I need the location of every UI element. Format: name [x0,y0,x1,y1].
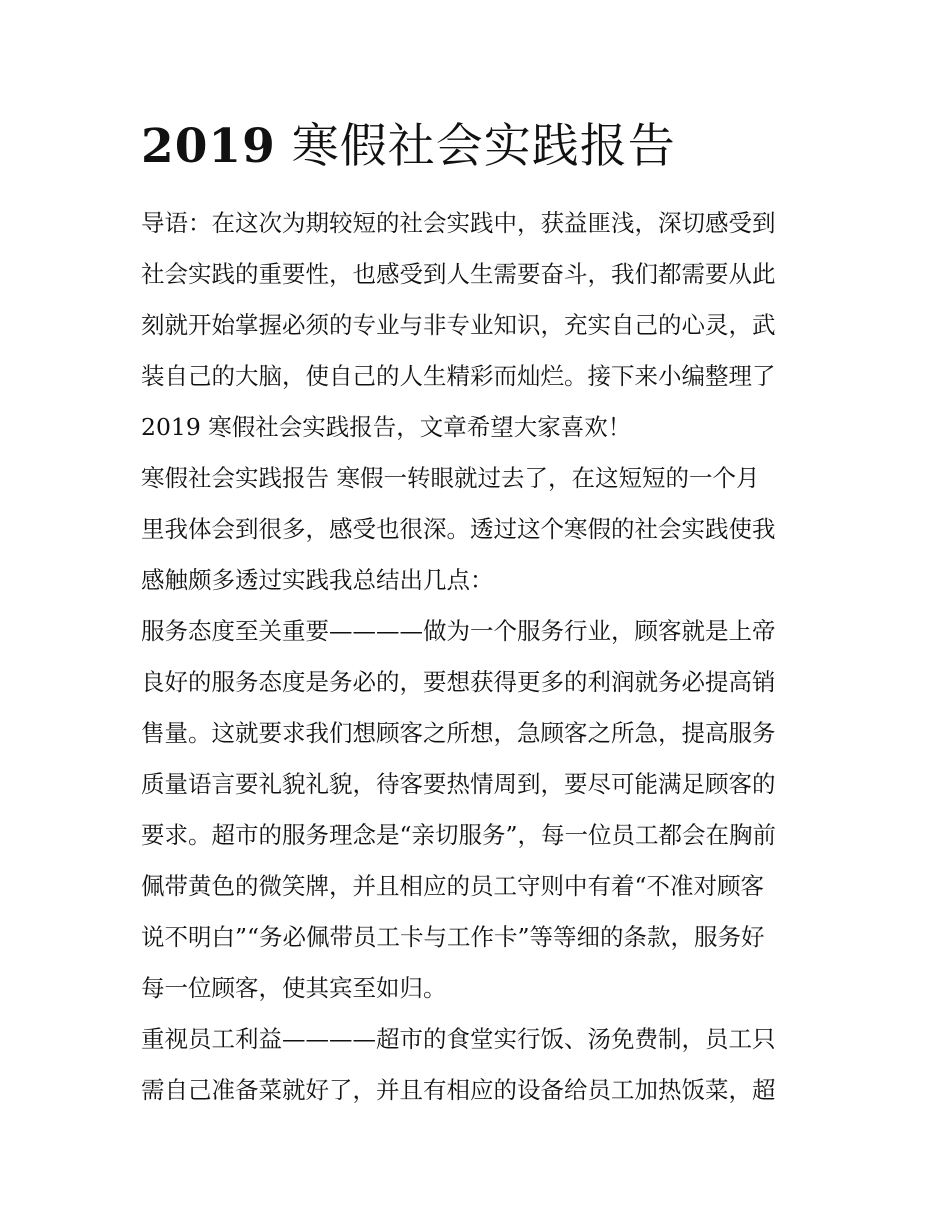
text-line: 每一位顾客，使其宾至如归。 [141,974,447,1002]
text-line: 社会实践的重要性，也感受到人生需要奋斗，我们都需要从此 [141,260,776,288]
text-line: 感触颇多透过实践我总结出几点： [141,566,494,594]
text-line: 导语：在这次为期较短的社会实践中，获益匪浅，深切感受到 [141,209,776,237]
text-line: 质量语言要礼貌礼貌，待客要热情周到，要尽可能满足顾客的 [141,770,776,798]
text-line: 佩带黄色的微笑牌，并且相应的员工守则中有着“不准对顾客 [141,872,765,900]
title-year: 2019 [141,119,276,174]
document-body [141,198,821,1116]
text-line: 服务态度至关重要————做为一个服务行业，顾客就是上帝 [141,617,776,645]
text-line: 重视员工利益————超市的食堂实行饭、汤免费制，员工只 [141,1025,776,1053]
text-line: 里我体会到很多，感受也很深。透过这个寒假的社会实践使我 [141,515,776,543]
text-line: 装自己的大脑，使自己的人生精彩而灿烂。接下来小编整理了 [141,362,776,390]
title-text: 寒假社会实践报告 [291,119,676,174]
text-line: 说不明白”“务必佩带员工卡与工作卡”等等细的条款，服务好 [141,923,765,951]
text-line: 刻就开始掌握必须的专业与非专业知识，充实自己的心灵，武 [141,311,776,339]
text-line: 需自己准备菜就好了，并且有相应的设备给员工加热饭菜，超 [141,1076,776,1104]
text-line: 良好的服务态度是务必的，要想获得更多的利润就务必提高销 [141,668,776,696]
document-title [141,112,821,182]
text-line: 寒假社会实践报告 寒假一转眼就过去了，在这短短的一个月 [141,464,760,492]
text-line: 要求。超市的服务理念是“亲切服务”，每一位员工都会在胸前 [141,821,777,849]
text-line: 售量。这就要求我们想顾客之所想，急顾客之所急，提高服务 [141,719,776,747]
text-line: 2019 寒假社会实践报告，文章希望大家喜欢！ [141,413,632,441]
